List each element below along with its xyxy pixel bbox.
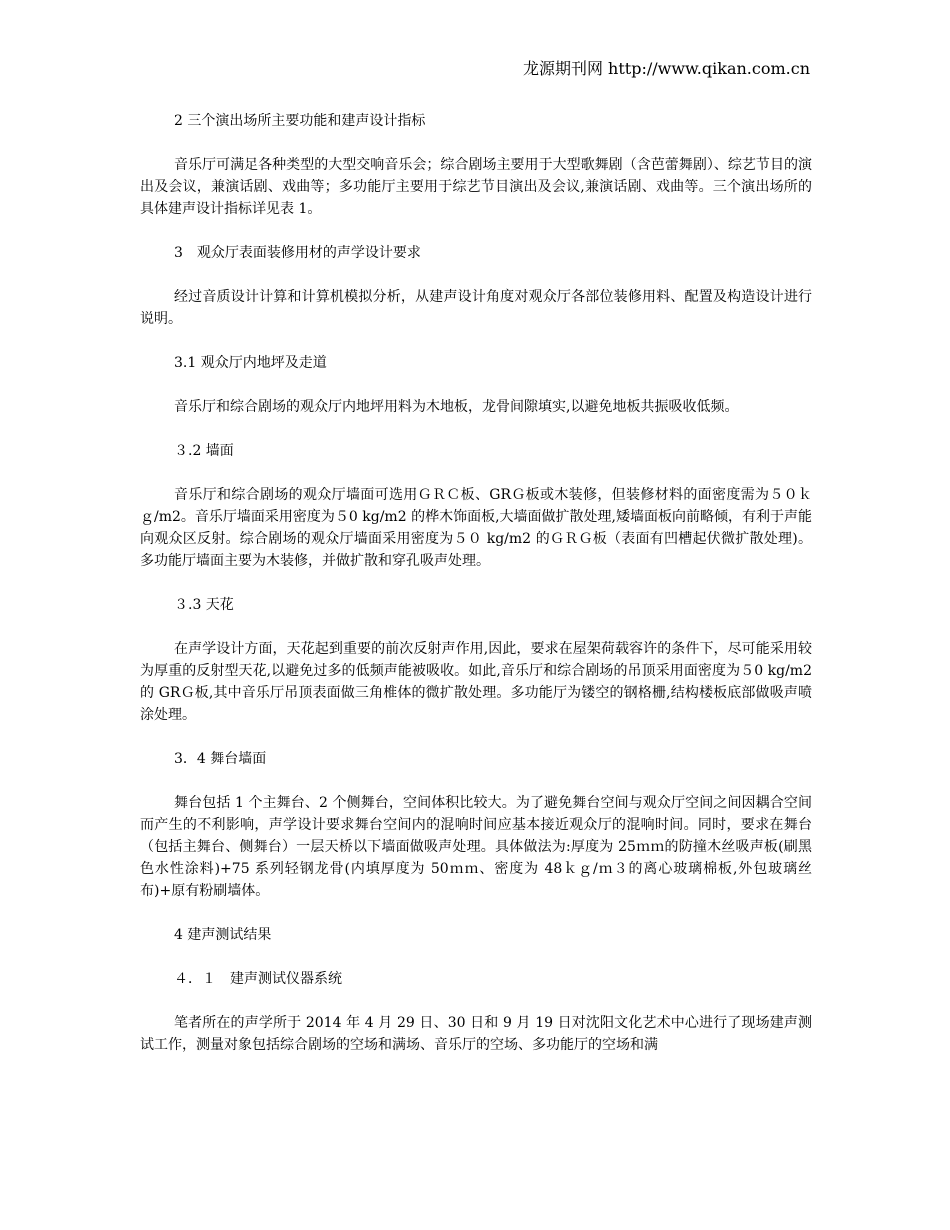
paragraph: 音乐厅和综合剧场的观众厅墙面可选用ＧＲＣ板、GRＧ板或木装修，但装修材料的面密度需为５０ｋｇ/m2。音乐厅墙面采用密度为５0 kg/m2 的桦木饰面板,大墙面做扩散处理,矮墙面板向前略倾，有利于声能向观众区反射。综合剧场的观众厅墙面采用密度为５０ kg/m2 的ＧＲＧ板（表面有凹槽起伏微扩散处理)。多功能厅墙面主要为木装修，并做扩散和穿孔吸声处理。 <box>140 487 812 569</box>
article-body <box>140 110 812 1078</box>
section-heading: 3 观众厅表面装修用材的声学设计要求 <box>174 245 421 261</box>
section-heading: 4 建声测试结果 <box>174 927 272 943</box>
section-heading: 2 三个演出场所主要功能和建声设计指标 <box>174 113 426 129</box>
paragraph: 笔者所在的声学所于 2014 年 4 月 29 日、30 日和 9 月 19 日对沈阳文化艺术中心进行了现场建声测试工作，测量对象包括综合剧场的空场和满场、音乐厅的空场、多功能厅的空场和满 <box>140 1015 812 1053</box>
paragraph: 舞台包括 1 个主舞台、2 个侧舞台，空间体积比较大。为了避免舞台空间与观众厅空间之间因耦合空间而产生的不利影响，声学设计要求舞台空间内的混响时间应基本接近观众厅的混响时间。同时，要求在舞台（包括主舞台、侧舞台）一层天桥以下墙面做吸声处理。具体做法为:厚度为 25ｍｍ的防撞木丝吸声板(刷黑色水性涂料)+75 系列轻钢龙骨(内填厚度为 50ｍｍ、密度为 48ｋｇ/ｍ３的离心玻璃棉板,外包玻璃丝布)+原有粉刷墙体。 <box>140 795 812 899</box>
page-header: 龙源期刊网 http://www.qikan.com.cn <box>522 59 810 78</box>
paragraph: 音乐厅和综合剧场的观众厅内地坪用料为木地板，龙骨间隙填实,以避免地板共振吸收低频。 <box>174 399 739 415</box>
paragraph: 在声学设计方面，天花起到重要的前次反射声作用,因此，要求在屋架荷载容许的条件下，尽可能采用较为厚重的反射型天花,以避免过多的低频声能被吸收。如此,音乐厅和综合剧场的吊顶采用面密度为５0 kg/m2 的 GRＧ板,其中音乐厅吊顶表面做三角椎体的微扩散处理。多功能厅为镂空的钢格栅,结构楼板底部做吸声喷涂处理。 <box>140 641 812 723</box>
subsection-heading: ４．１ 建声测试仪器系统 <box>174 971 342 987</box>
subsection-heading: ３.3 天花 <box>174 597 234 613</box>
paragraph: 音乐厅可满足各种类型的大型交响音乐会；综合剧场主要用于大型歌舞剧（含芭蕾舞剧）、综艺节目的演出及会议，兼演话剧、戏曲等；多功能厅主要用于综艺节目演出及会议,兼演话剧、戏曲等。三个演出场所的具体建声设计指标详见表 1。 <box>140 157 812 217</box>
subsection-heading: 3.1 观众厅内地坪及走道 <box>174 355 327 371</box>
subsection-heading: 3．4 舞台墙面 <box>174 751 267 767</box>
paragraph: 经过音质设计计算和计算机模拟分析，从建声设计角度对观众厅各部位装修用料、配置及构造设计进行说明。 <box>140 289 812 327</box>
subsection-heading: ３.2 墙面 <box>174 443 234 459</box>
